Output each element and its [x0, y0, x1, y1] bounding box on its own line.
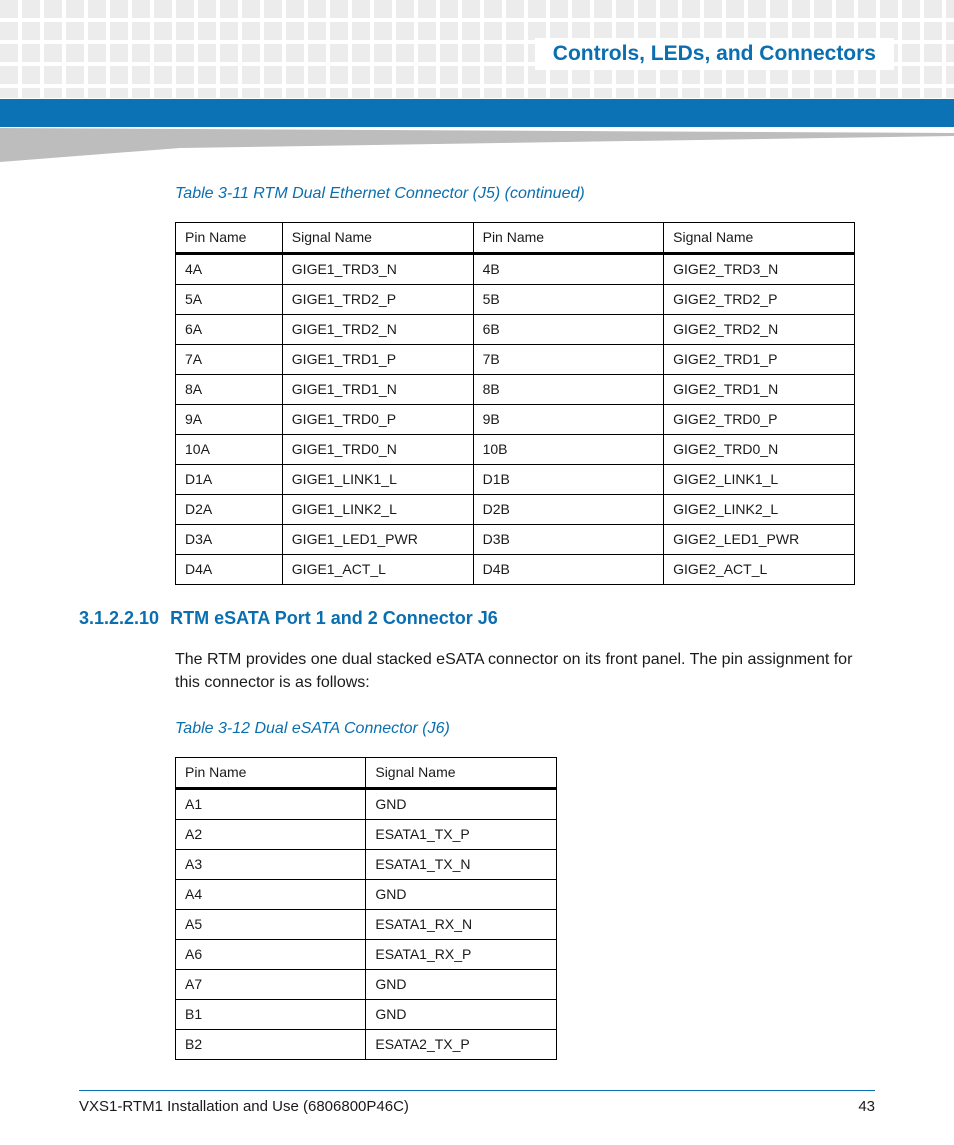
table-row	[176, 910, 557, 940]
table-cell: ESATA2_TX_P	[366, 1030, 557, 1060]
table-cell: GND	[366, 789, 557, 820]
table-cell: GND	[366, 1000, 557, 1030]
section-body-text: The RTM provides one dual stacked eSATA connector on its front panel. The pin assignment for this connector is as follows:	[175, 651, 853, 691]
section-heading	[79, 608, 498, 629]
table-cell: GIGE1_TRD1_P	[282, 345, 473, 375]
table-header-row	[176, 758, 557, 789]
table-cell: GIGE1_TRD1_N	[282, 375, 473, 405]
table-cell: GIGE1_TRD0_P	[282, 405, 473, 435]
column-header: Pin Name	[176, 758, 366, 789]
table-cell: A4	[176, 880, 366, 910]
table-cell: GIGE2_LINK2_L	[664, 495, 855, 525]
table-cell: A5	[176, 910, 366, 940]
table-cell: GIGE2_TRD0_P	[664, 405, 855, 435]
table-cell: GIGE2_TRD1_N	[664, 375, 855, 405]
table-row	[176, 375, 855, 405]
table-row	[176, 970, 557, 1000]
header-title-plate	[535, 38, 894, 70]
table-cell: GIGE2_TRD0_N	[664, 435, 855, 465]
table-row	[176, 820, 557, 850]
table-cell: GIGE1_TRD2_P	[282, 285, 473, 315]
header-blue-band	[0, 99, 954, 127]
table-cell: D4A	[176, 555, 283, 585]
column-header: Signal Name	[366, 758, 557, 789]
table-cell: B2	[176, 1030, 366, 1060]
column-header: Pin Name	[176, 223, 283, 254]
table-cell: D2A	[176, 495, 283, 525]
table-cell: 9A	[176, 405, 283, 435]
table-row	[176, 1000, 557, 1030]
table-cell: GIGE1_ACT_L	[282, 555, 473, 585]
table-cell: 5B	[473, 285, 664, 315]
table-cell: 4B	[473, 254, 664, 285]
table-cell: D1B	[473, 465, 664, 495]
table-header-row	[176, 223, 855, 254]
table-row	[176, 555, 855, 585]
header-gray-swoosh	[0, 128, 954, 164]
table-cell: D4B	[473, 555, 664, 585]
page-number: 43	[858, 1098, 875, 1115]
table-row	[176, 435, 855, 465]
section-title: RTM eSATA Port 1 and 2 Connector J6	[170, 608, 498, 628]
table-cell: A7	[176, 970, 366, 1000]
table-cell: GIGE2_TRD2_P	[664, 285, 855, 315]
table-cell: B1	[176, 1000, 366, 1030]
table-row	[176, 254, 855, 285]
footer-rule	[79, 1090, 875, 1091]
table-row	[176, 1030, 557, 1060]
table-cell: GIGE2_ACT_L	[664, 555, 855, 585]
ethernet-connector-table	[175, 222, 855, 585]
table-cell: 10A	[176, 435, 283, 465]
table-cell: 8A	[176, 375, 283, 405]
table-cell: D3A	[176, 525, 283, 555]
table-cell: GIGE1_LED1_PWR	[282, 525, 473, 555]
table-cell: GIGE2_LINK1_L	[664, 465, 855, 495]
table-cell: GND	[366, 970, 557, 1000]
table-cell: ESATA1_TX_P	[366, 820, 557, 850]
header-title: Controls, LEDs, and Connectors	[552, 42, 876, 65]
table-cell: GIGE1_TRD3_N	[282, 254, 473, 285]
table-row	[176, 940, 557, 970]
table-cell: 4A	[176, 254, 283, 285]
table-cell: D1A	[176, 465, 283, 495]
table-cell: A3	[176, 850, 366, 880]
table-row	[176, 465, 855, 495]
table-cell: GND	[366, 880, 557, 910]
table-row	[176, 525, 855, 555]
table-cell: 7B	[473, 345, 664, 375]
table-cell: A1	[176, 789, 366, 820]
table-cell: ESATA1_RX_N	[366, 910, 557, 940]
table-cell: ESATA1_RX_P	[366, 940, 557, 970]
table-row	[176, 405, 855, 435]
table-row	[176, 850, 557, 880]
footer-document-title: VXS1-RTM1 Installation and Use (6806800P46C)	[79, 1098, 409, 1115]
table-cell: GIGE2_TRD2_N	[664, 315, 855, 345]
table-cell: D2B	[473, 495, 664, 525]
table-row	[176, 345, 855, 375]
table-cell: GIGE1_LINK1_L	[282, 465, 473, 495]
table-cell: GIGE2_TRD1_P	[664, 345, 855, 375]
table-row	[176, 315, 855, 345]
table-cell: GIGE1_LINK2_L	[282, 495, 473, 525]
table2-caption: Table 3-12 Dual eSATA Connector (J6)	[175, 720, 450, 737]
table-cell: 10B	[473, 435, 664, 465]
section-number: 3.1.2.2.10	[79, 608, 160, 628]
table-cell: ESATA1_TX_N	[366, 850, 557, 880]
table-row	[176, 880, 557, 910]
table1-caption: Table 3-11 RTM Dual Ethernet Connector (J5) (continued)	[175, 185, 585, 202]
table-row	[176, 285, 855, 315]
table-cell: 6A	[176, 315, 283, 345]
table-cell: GIGE1_TRD0_N	[282, 435, 473, 465]
table-cell: 5A	[176, 285, 283, 315]
column-header: Signal Name	[282, 223, 473, 254]
table-cell: 9B	[473, 405, 664, 435]
table-cell: GIGE1_TRD2_N	[282, 315, 473, 345]
table-cell: A2	[176, 820, 366, 850]
table-cell: D3B	[473, 525, 664, 555]
table-cell: 6B	[473, 315, 664, 345]
table-row	[176, 789, 557, 820]
esata-connector-table	[175, 757, 557, 1060]
column-header: Pin Name	[473, 223, 664, 254]
column-header: Signal Name	[664, 223, 855, 254]
table-row	[176, 495, 855, 525]
table-cell: GIGE2_TRD3_N	[664, 254, 855, 285]
table-cell: GIGE2_LED1_PWR	[664, 525, 855, 555]
table-cell: 8B	[473, 375, 664, 405]
table-cell: A6	[176, 940, 366, 970]
table-cell: 7A	[176, 345, 283, 375]
